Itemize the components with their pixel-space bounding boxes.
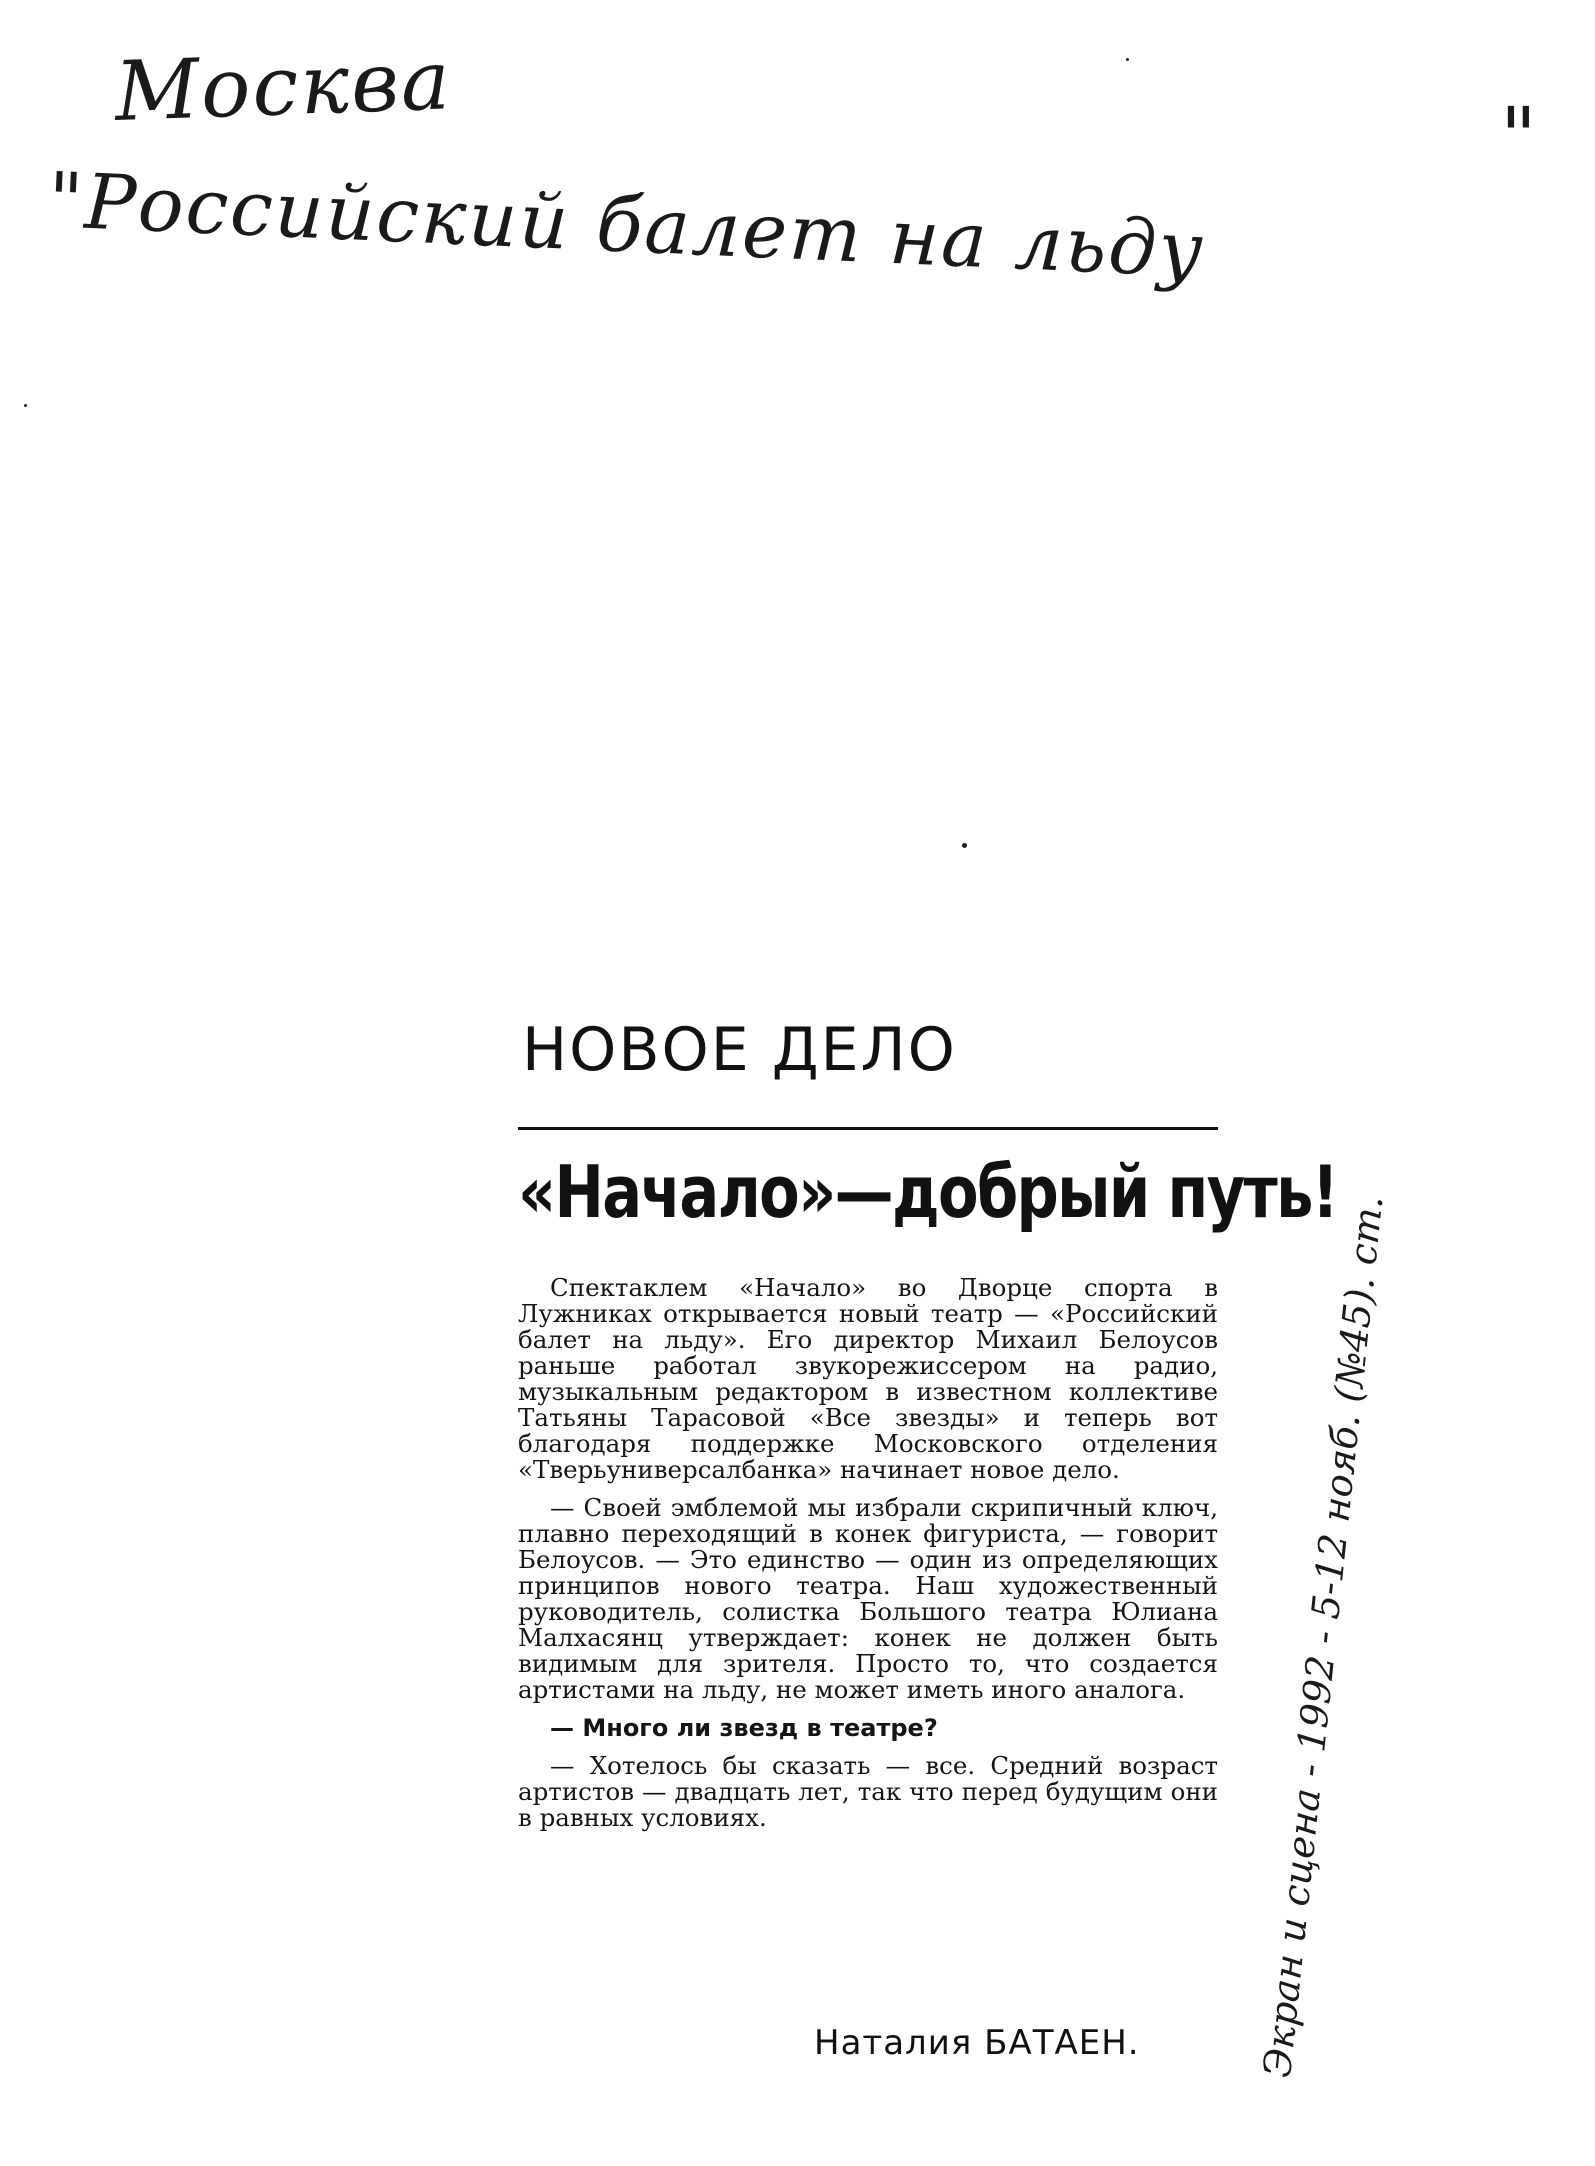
section-rubric: НОВОЕ ДЕЛО: [522, 1015, 957, 1085]
article-body: [518, 1275, 1218, 1843]
handwritten-closing-quote: ": [1500, 90, 1537, 183]
rubric-divider: [518, 1127, 1218, 1130]
interview-question: — Много ли звезд в театре?: [550, 1714, 938, 1742]
scan-speck: [24, 404, 27, 407]
article-paragraph: — Своей эмблемой мы избрали скрипичный ключ, плавно переходящий в конек фигуриста, — говорит Белоусов. — Это единство — один из определяющих принципов нового театра. Наш художественный руководитель, солистка Большого театра Юлиана Малхасянц утверждает: конек не должен быть видимым для зрителя. Просто то, что создается артистами на льду, не может иметь иного аналога.: [518, 1493, 1218, 1704]
article-headline: «Начало»—добрый путь!: [518, 1150, 1338, 1234]
handwritten-source-note: Экран и сцена - 1992 - 5-12 нояб. (№45). ст.: [1255, 1193, 1392, 2080]
article-byline: Наталия БАТАЕН.: [814, 2023, 1140, 2063]
handwritten-theatre-note: "Российский балет на льду: [46, 155, 1207, 295]
article-paragraph: Спектаклем «Начало» во Дворце спорта в Лужниках открывается новый театр — «Российский балет на льду». Его директор Михаил Белоусов раньше работал звукорежиссером на радио, музыкальным редактором в известном коллективе Татьяны Тарасовой «Все звезды» и теперь вот благодаря поддержке Московского отделения «Тверьуниверсалбанка» начинает новое дело.: [518, 1273, 1218, 1484]
handwritten-city-note: Москва: [113, 33, 454, 140]
interview-answer: — Хотелось бы сказать — все. Средний возраст артистов — двадцать лет, так что перед будущим они в равных условиях.: [518, 1751, 1218, 1832]
scan-speck: [1126, 58, 1129, 61]
scan-speck: [962, 843, 967, 848]
